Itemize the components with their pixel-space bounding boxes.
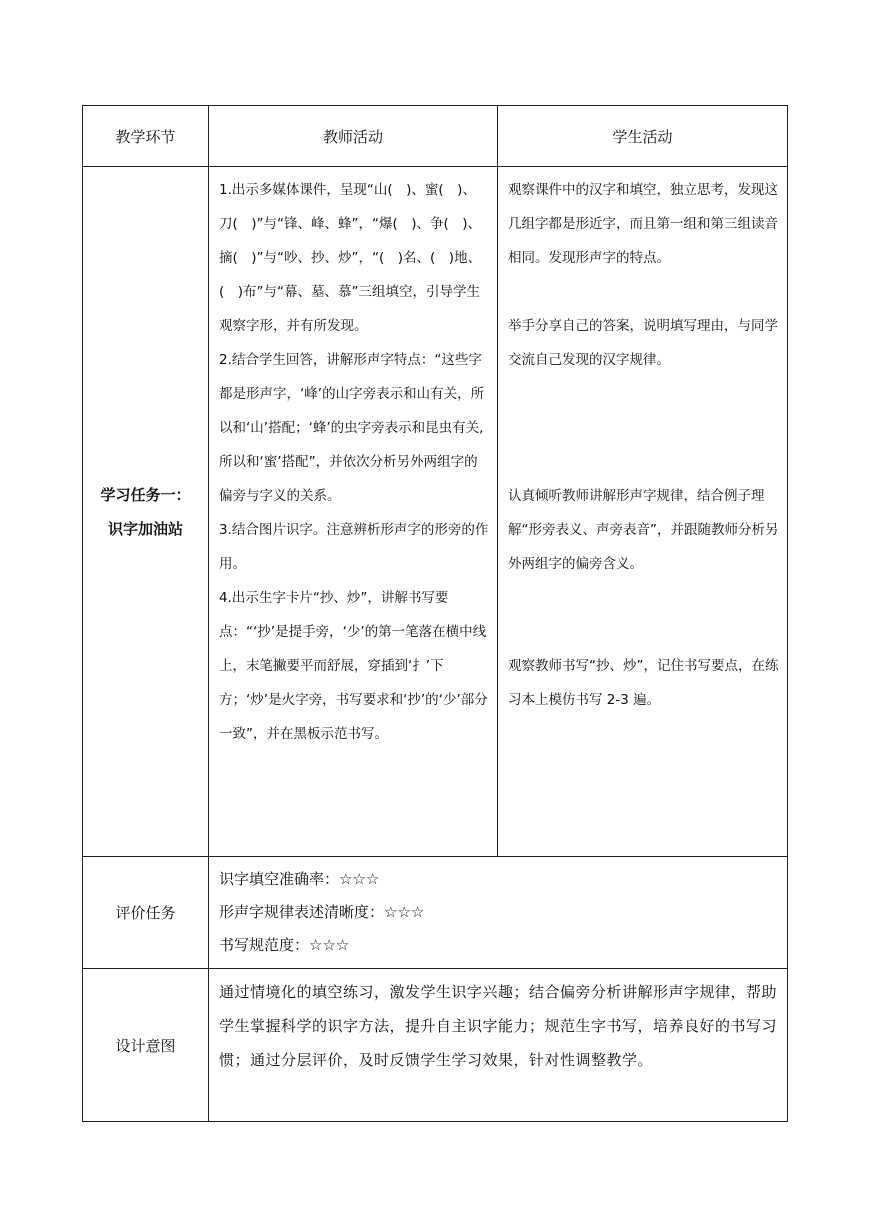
task-title-cell	[83, 167, 209, 857]
evaluation-item: 形声字规律表述清晰度：☆☆☆	[219, 903, 425, 921]
header-teacher-activity: 教师活动	[209, 106, 498, 167]
task-row	[83, 167, 788, 857]
header-student-activity: 学生活动	[498, 106, 788, 167]
teacher-step-3: 3.结合图片识字。注意辨析形声字的形旁的作用。	[219, 522, 489, 572]
evaluation-content	[209, 857, 788, 969]
student-step-4: 观察教师书写“抄、炒”，记住书写要点，在练习本上模仿书写 2-3 遍。	[508, 658, 779, 708]
student-step-2: 举手分享自己的答案，说明填写理由，与同学交流自己发现的汉字规律。	[508, 318, 778, 368]
teacher-step-1: 1.出示多媒体课件，呈现“山( )、蜜( )、刀( )”与“锋、峰、蜂”，“爆( )、争( )、摘( )”与“吵、抄、炒”，“( )名、( )地、( )布”与“幕、墓、慕”三组填空，引导学生观察字形，并有所发现。	[219, 182, 482, 334]
student-step-1: 观察课件中的汉字和填空，独立思考，发现这几组字都是形近字，而且第一组和第三组读音相同。发现形声字的特点。	[508, 182, 778, 266]
student-step-3: 认真倾听教师讲解形声字规律，结合例子理解“形旁表义、声旁表音”，并跟随教师分析另外两组字的偏旁含义。	[508, 488, 779, 572]
teacher-step-2: 2.结合学生回答，讲解形声字特点：“这些字都是形声字，‘峰’的山字旁表示和山有关，所以和‘山’搭配；‘蜂’的虫字旁表示和昆虫有关,所以和‘蜜’搭配”，并依次分析另外两组字的偏旁与字义的关系。	[219, 352, 485, 504]
evaluation-item: 书写规范度：☆☆☆	[219, 936, 350, 954]
lesson-plan-table	[82, 105, 788, 1122]
design-intent-text: 通过情境化的填空练习，激发学生识字兴趣；结合偏旁分析讲解形声字规律，帮助学生掌握科学的识字方法，提升自主识字能力；规范生字书写，培养良好的书写习惯；通过分层评价，及时反馈学生学习效果，针对性调整教学。	[219, 983, 778, 1069]
teacher-activity-cell	[209, 167, 498, 857]
header-row	[83, 106, 788, 167]
task-title-line2: 识字加油站	[107, 519, 183, 538]
student-activity-cell	[498, 167, 788, 857]
design-intent-row	[83, 969, 788, 1122]
task-title-line1: 学习任务一：	[100, 485, 191, 504]
teacher-step-4: 4.出示生字卡片“抄、炒”，讲解书写要点：“‘抄’是提手旁，‘少’的第一笔落在横中线上，末笔撇要平而舒展，穿插到‘扌’下方；‘炒’是火字旁，书写要求和‘抄’的‘少’部分一致”，并在黑板示范书写。	[219, 590, 488, 742]
design-intent-content	[209, 969, 788, 1122]
header-stage: 教学环节	[83, 106, 209, 167]
evaluation-label: 评价任务	[83, 857, 209, 969]
evaluation-item: 识字填空准确率：☆☆☆	[219, 870, 380, 888]
design-intent-label: 设计意图	[83, 969, 209, 1122]
evaluation-row	[83, 857, 788, 969]
